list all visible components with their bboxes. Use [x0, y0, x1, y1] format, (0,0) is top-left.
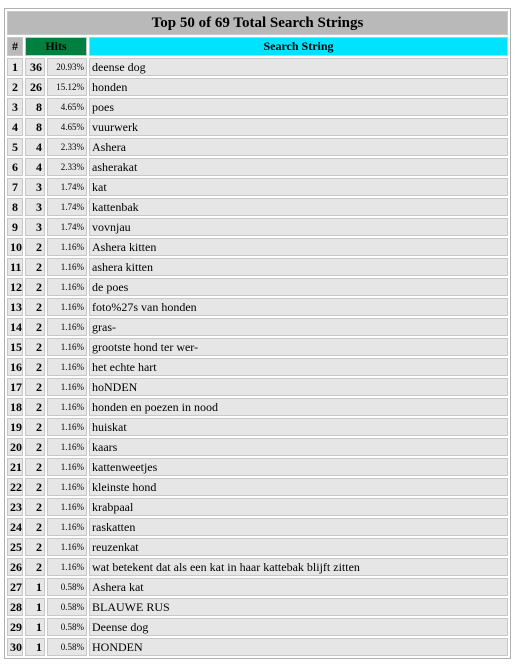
- row-percent: 0.58%: [47, 638, 87, 656]
- row-number: 13: [7, 298, 23, 316]
- table-row: [7, 318, 508, 336]
- row-number: 19: [7, 418, 23, 436]
- row-number: 25: [7, 538, 23, 556]
- row-hits: 2: [25, 378, 45, 396]
- row-hits: 8: [25, 98, 45, 116]
- row-percent: 4.65%: [47, 118, 87, 136]
- row-percent: 1.16%: [47, 498, 87, 516]
- table-row: [7, 298, 508, 316]
- table-row: [7, 198, 508, 216]
- table-row: [7, 378, 508, 396]
- row-search-string: Ashera kat: [89, 578, 508, 596]
- row-hits: 4: [25, 158, 45, 176]
- table-row: [7, 538, 508, 556]
- row-search-string: foto%27s van honden: [89, 298, 508, 316]
- search-strings-table: [4, 8, 511, 659]
- row-percent: 1.16%: [47, 358, 87, 376]
- row-percent: 1.16%: [47, 298, 87, 316]
- row-number: 27: [7, 578, 23, 596]
- row-number: 5: [7, 138, 23, 156]
- table-row: [7, 598, 508, 616]
- table-row: [7, 98, 508, 116]
- search-strings-panel: [4, 8, 511, 659]
- row-percent: 2.33%: [47, 138, 87, 156]
- row-search-string: hoNDEN: [89, 378, 508, 396]
- row-number: 17: [7, 378, 23, 396]
- row-search-string: het echte hart: [89, 358, 508, 376]
- column-header-search-string: Search String: [89, 37, 508, 56]
- table-row: [7, 338, 508, 356]
- row-search-string: deense dog: [89, 58, 508, 76]
- row-hits: 26: [25, 78, 45, 96]
- row-number: 18: [7, 398, 23, 416]
- table-row: [7, 138, 508, 156]
- row-hits: 1: [25, 578, 45, 596]
- row-hits: 1: [25, 638, 45, 656]
- row-search-string: Deense dog: [89, 618, 508, 636]
- row-number: 4: [7, 118, 23, 136]
- row-percent: 1.16%: [47, 318, 87, 336]
- row-number: 1: [7, 58, 23, 76]
- row-search-string: huiskat: [89, 418, 508, 436]
- row-number: 26: [7, 558, 23, 576]
- table-row: [7, 218, 508, 236]
- row-search-string: raskatten: [89, 518, 508, 536]
- row-number: 9: [7, 218, 23, 236]
- row-number: 16: [7, 358, 23, 376]
- column-header-number: #: [7, 37, 23, 56]
- row-number: 7: [7, 178, 23, 196]
- row-number: 29: [7, 618, 23, 636]
- table-row: [7, 158, 508, 176]
- row-percent: 20.93%: [47, 58, 87, 76]
- row-search-string: grootste hond ter wer-: [89, 338, 508, 356]
- table-row: [7, 558, 508, 576]
- row-percent: 1.74%: [47, 198, 87, 216]
- table-row: [7, 638, 508, 656]
- row-search-string: HONDEN: [89, 638, 508, 656]
- row-hits: 4: [25, 138, 45, 156]
- row-number: 21: [7, 458, 23, 476]
- row-percent: 1.74%: [47, 178, 87, 196]
- row-search-string: wat betekent dat als een kat in haar kattebak blijft zitten: [89, 558, 508, 576]
- table-row: [7, 258, 508, 276]
- row-percent: 1.74%: [47, 218, 87, 236]
- row-search-string: ashera kitten: [89, 258, 508, 276]
- row-number: 11: [7, 258, 23, 276]
- table-row: [7, 78, 508, 96]
- table-row: [7, 458, 508, 476]
- row-hits: 2: [25, 258, 45, 276]
- row-number: 28: [7, 598, 23, 616]
- row-number: 12: [7, 278, 23, 296]
- row-number: 14: [7, 318, 23, 336]
- row-number: 24: [7, 518, 23, 536]
- row-percent: 0.58%: [47, 578, 87, 596]
- column-header-hits: Hits: [25, 37, 87, 56]
- table-row: [7, 438, 508, 456]
- row-hits: 8: [25, 118, 45, 136]
- row-number: 8: [7, 198, 23, 216]
- table-row: [7, 518, 508, 536]
- row-hits: 2: [25, 278, 45, 296]
- row-hits: 2: [25, 298, 45, 316]
- row-search-string: Ashera kitten: [89, 238, 508, 256]
- row-search-string: kat: [89, 178, 508, 196]
- row-search-string: krabpaal: [89, 498, 508, 516]
- row-hits: 2: [25, 358, 45, 376]
- row-hits: 3: [25, 178, 45, 196]
- row-search-string: vuurwerk: [89, 118, 508, 136]
- row-percent: 0.58%: [47, 618, 87, 636]
- row-search-string: honden: [89, 78, 508, 96]
- row-number: 22: [7, 478, 23, 496]
- row-percent: 1.16%: [47, 238, 87, 256]
- table-row: [7, 618, 508, 636]
- row-search-string: kattenweetjes: [89, 458, 508, 476]
- row-search-string: de poes: [89, 278, 508, 296]
- row-search-string: honden en poezen in nood: [89, 398, 508, 416]
- row-hits: 2: [25, 538, 45, 556]
- row-percent: 1.16%: [47, 258, 87, 276]
- table-row: [7, 398, 508, 416]
- row-percent: 1.16%: [47, 278, 87, 296]
- table-title: Top 50 of 69 Total Search Strings: [7, 11, 508, 35]
- table-row: [7, 578, 508, 596]
- row-hits: 3: [25, 198, 45, 216]
- row-percent: 0.58%: [47, 598, 87, 616]
- table-body: [7, 58, 508, 656]
- row-search-string: reuzenkat: [89, 538, 508, 556]
- table-row: [7, 238, 508, 256]
- row-number: 10: [7, 238, 23, 256]
- table-row: [7, 418, 508, 436]
- row-hits: 1: [25, 598, 45, 616]
- table-row: [7, 58, 508, 76]
- table-row: [7, 478, 508, 496]
- row-percent: 15.12%: [47, 78, 87, 96]
- row-percent: 1.16%: [47, 438, 87, 456]
- row-number: 15: [7, 338, 23, 356]
- row-percent: 1.16%: [47, 458, 87, 476]
- row-number: 30: [7, 638, 23, 656]
- row-search-string: BLAUWE RUS: [89, 598, 508, 616]
- table-row: [7, 358, 508, 376]
- row-hits: 36: [25, 58, 45, 76]
- row-percent: 1.16%: [47, 398, 87, 416]
- row-hits: 2: [25, 318, 45, 336]
- row-hits: 2: [25, 438, 45, 456]
- row-search-string: kattenbak: [89, 198, 508, 216]
- row-hits: 3: [25, 218, 45, 236]
- row-hits: 2: [25, 338, 45, 356]
- row-percent: 1.16%: [47, 418, 87, 436]
- row-hits: 2: [25, 498, 45, 516]
- row-hits: 2: [25, 558, 45, 576]
- row-hits: 1: [25, 618, 45, 636]
- row-number: 6: [7, 158, 23, 176]
- row-percent: 1.16%: [47, 518, 87, 536]
- row-hits: 2: [25, 398, 45, 416]
- row-number: 2: [7, 78, 23, 96]
- row-search-string: asherakat: [89, 158, 508, 176]
- row-percent: 1.16%: [47, 538, 87, 556]
- row-search-string: gras-: [89, 318, 508, 336]
- row-number: 23: [7, 498, 23, 516]
- row-hits: 2: [25, 518, 45, 536]
- table-row: [7, 278, 508, 296]
- row-percent: 1.16%: [47, 478, 87, 496]
- row-percent: 2.33%: [47, 158, 87, 176]
- row-search-string: vovnjau: [89, 218, 508, 236]
- row-hits: 2: [25, 418, 45, 436]
- row-search-string: kaars: [89, 438, 508, 456]
- row-percent: 1.16%: [47, 378, 87, 396]
- table-row: [7, 498, 508, 516]
- row-search-string: Ashera: [89, 138, 508, 156]
- table-row: [7, 118, 508, 136]
- table-row: [7, 178, 508, 196]
- row-search-string: poes: [89, 98, 508, 116]
- row-hits: 2: [25, 238, 45, 256]
- row-percent: 1.16%: [47, 338, 87, 356]
- row-percent: 1.16%: [47, 558, 87, 576]
- row-number: 3: [7, 98, 23, 116]
- row-hits: 2: [25, 458, 45, 476]
- row-number: 20: [7, 438, 23, 456]
- row-search-string: kleinste hond: [89, 478, 508, 496]
- row-percent: 4.65%: [47, 98, 87, 116]
- row-hits: 2: [25, 478, 45, 496]
